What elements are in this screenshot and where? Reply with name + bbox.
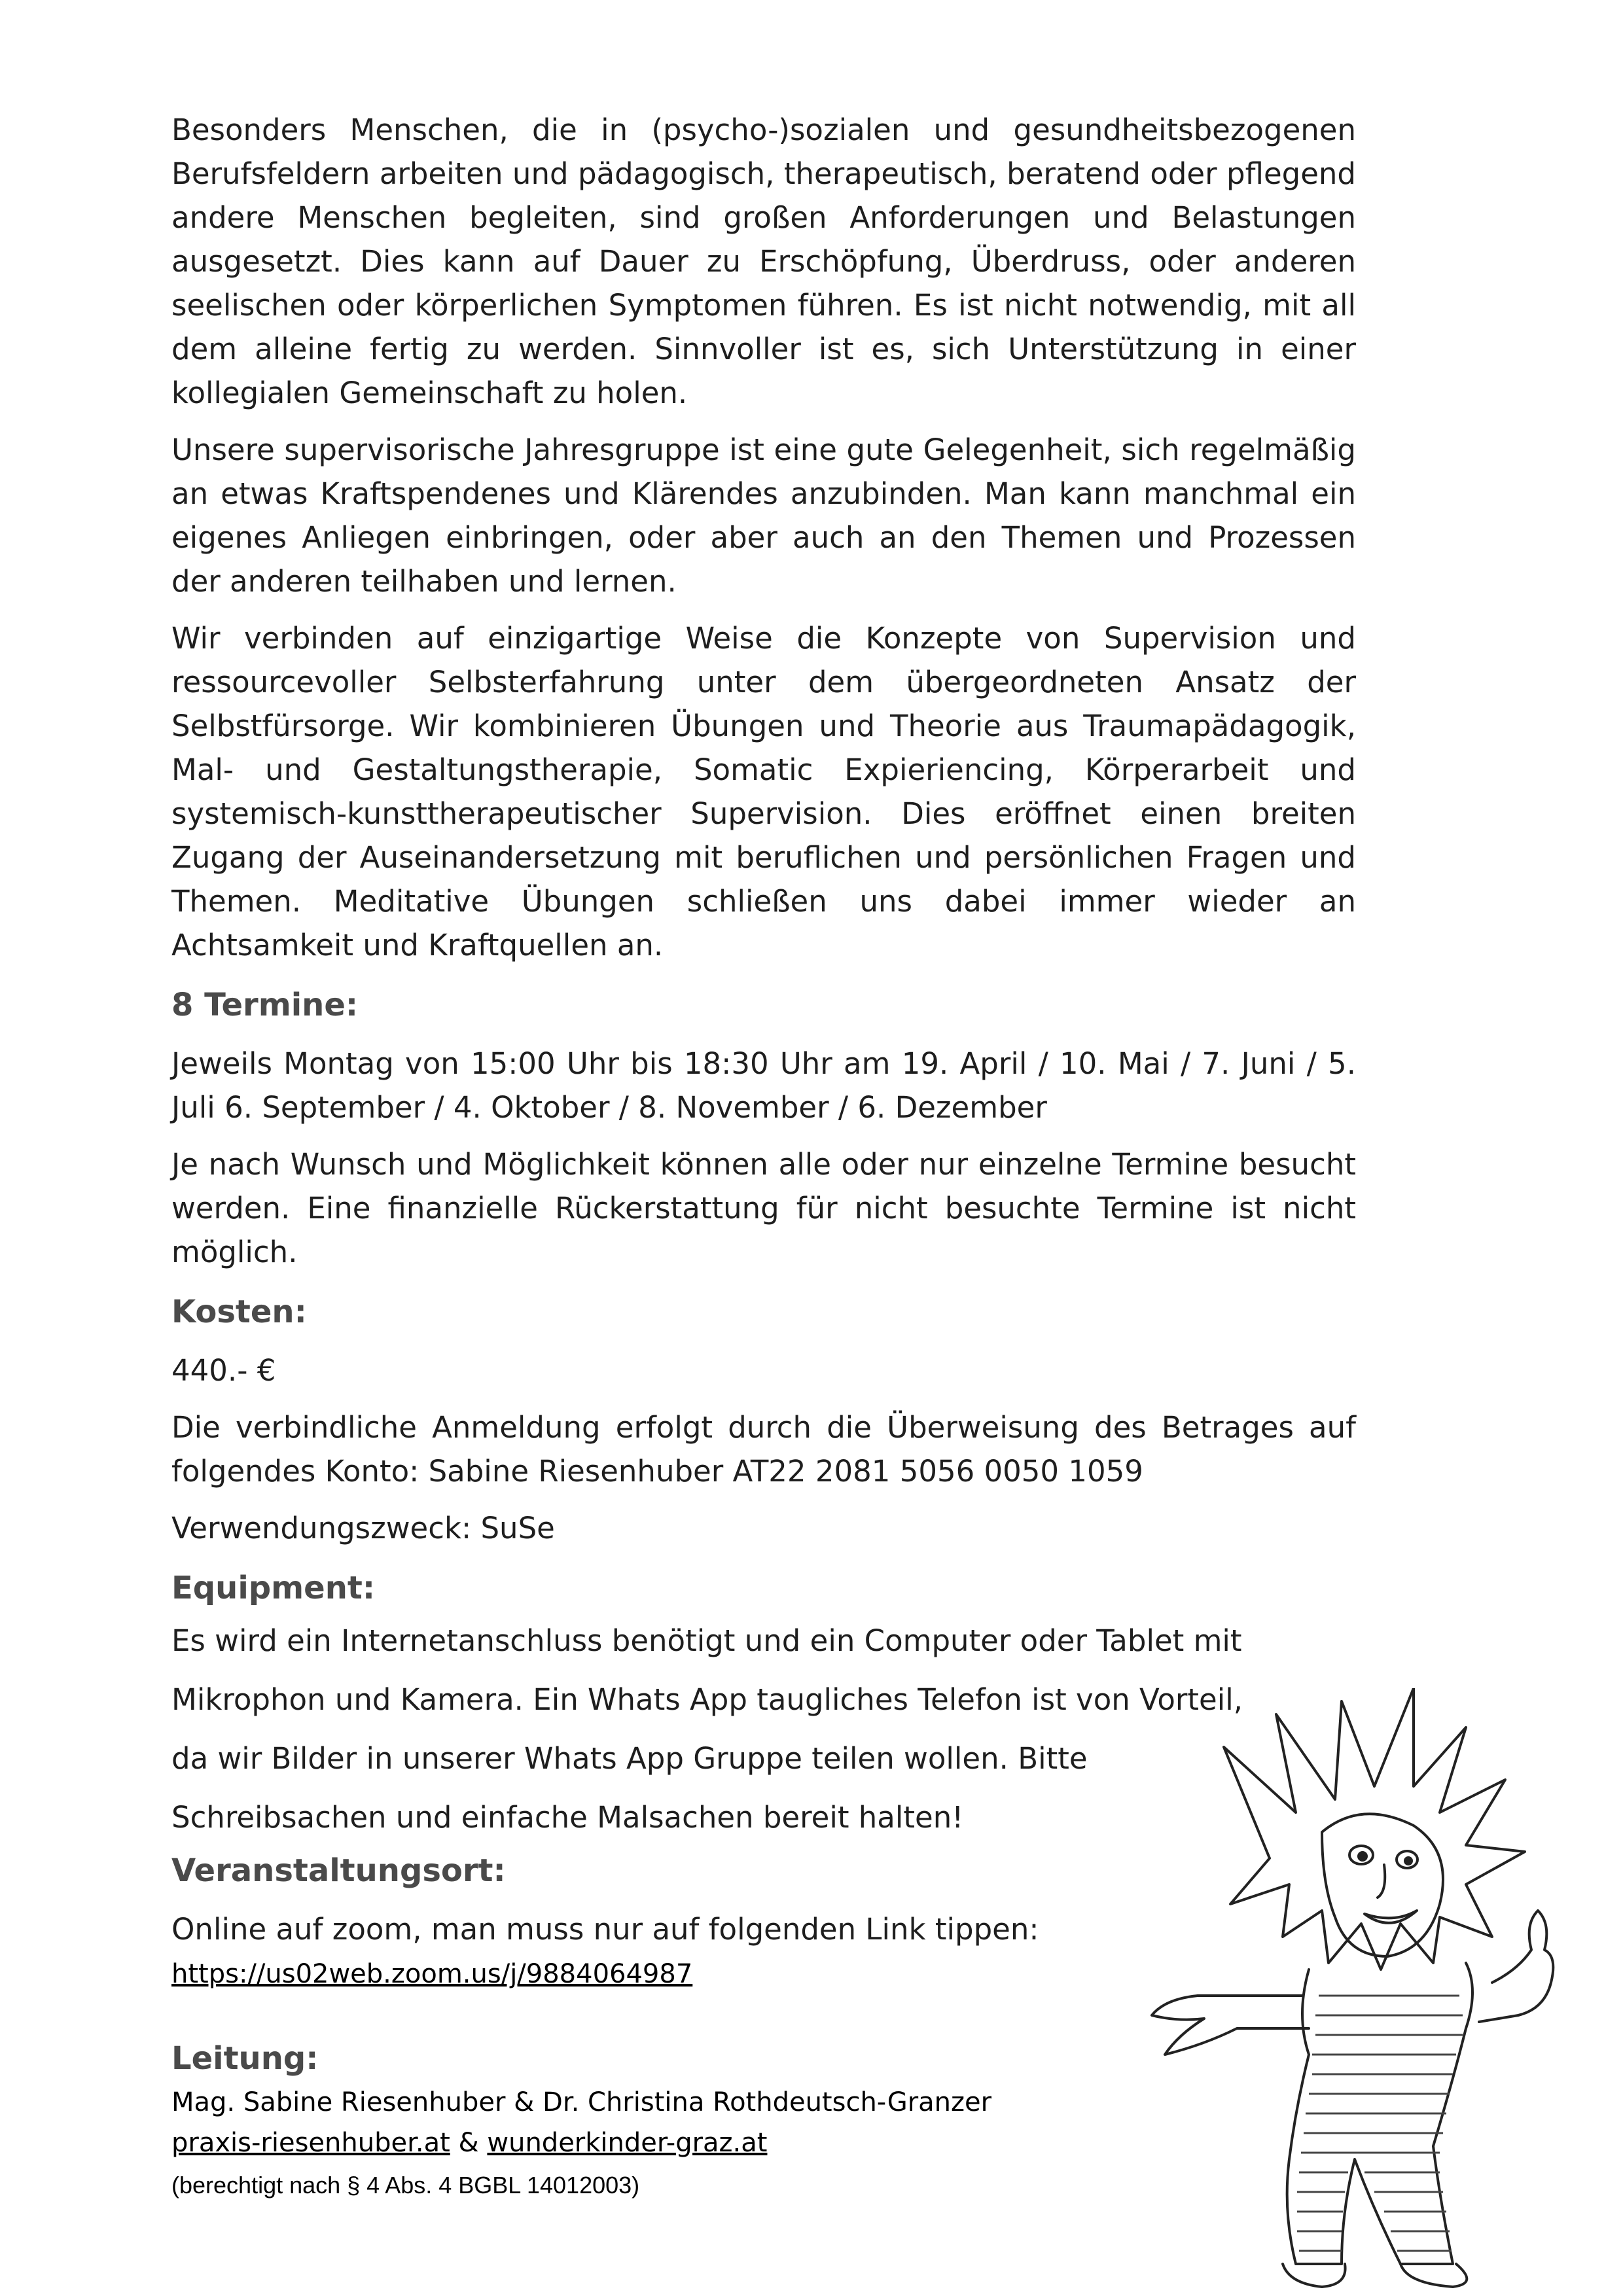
zoom-link[interactable]: https://us02web.zoom.us/j/9884064987: [171, 1959, 693, 1989]
leitung-names: Mag. Sabine Riesenhuber & Dr. Christina Rothdeutsch-Granzer: [171, 2087, 992, 2117]
kosten-verwendungszweck: Verwendungszweck: SuSe: [171, 1511, 555, 1545]
termine-heading: 8 Termine:: [171, 987, 359, 1023]
kosten-price: 440.- €: [171, 1353, 276, 1388]
equipment-line: Schreibsachen und einfache Malsachen bereit halten!: [171, 1800, 964, 1835]
leitung-heading: Leitung:: [171, 2040, 319, 2077]
ort-text: Online auf zoom, man muss nur auf folgenden Link tippen:: [171, 1912, 1039, 1947]
legal-note-a: (berechtigt: [171, 2172, 283, 2199]
wunderkinder-graz-link[interactable]: wunderkinder-graz.at: [487, 2128, 768, 2158]
termine-dates: Jeweils Montag von 15:00 Uhr bis 18:30 Uhr am 19. April / 10. Mai / 7. Juni / 5. Juli 6. September / 4. Oktober / 8. November / 6. Dezember: [171, 1046, 1356, 1125]
equipment-line: Es wird ein Internetanschluss benötigt und ein Computer oder Tablet mit: [171, 1623, 1242, 1658]
intro-paragraph-3: Wir verbinden auf einzigartige Weise die Konzepte von Supervision und ressourcevoller Selbsterfahrung unter dem übergeordneten Ansatz der Selbstfürsorge. Wir kombinieren Übungen und Theorie aus Traumapädagogik, Mal- und Gestaltungstherapie, Somatic Expieriencing, Körperarbeit und systemisch-kunsttherapeutischer Supervision. Dies eröffnet einen breiten Zugang der Auseinandersetzung mit beruflichen und persönlichen Fragen und Themen. Meditative Übungen schließen uns dabei immer wieder an Achtsamkeit und Kraftquellen an.: [171, 621, 1356, 963]
equipment-heading: Equipment:: [171, 1570, 376, 1606]
intro-paragraph-1: Besonders Menschen, die in (psycho-)sozialen und gesundheitsbezogenen Berufsfeldern arbeiten und pädagogisch, therapeutisch, beratend oder pflegend andere Menschen begleiten, sind großen Anforderungen und Belastungen ausgesetzt. Dies kann auf Dauer zu Erschöpfung, Überdruss, oder anderen seelischen oder körperlichen Symptomen führen. Es ist nicht notwendig, mit all dem alleine fertig zu werden. Sinnvoller ist es, sich Unterstützung in einer kollegialen Gemeinschaft zu holen.: [171, 113, 1356, 410]
praxis-riesenhuber-link[interactable]: praxis-riesenhuber.at: [171, 2128, 450, 2158]
legal-note-b: nach § 4 Abs. 4 BGBL 14012003): [283, 2172, 640, 2199]
kosten-heading: Kosten:: [171, 1294, 307, 1330]
equipment-line: Mikrophon und Kamera. Ein Whats App taugliches Telefon ist von Vorteil,: [171, 1682, 1243, 1717]
ampersand: &: [450, 2128, 488, 2158]
intro-paragraph-2: Unsere supervisorische Jahresgruppe ist eine gute Gelegenheit, sich regelmäßig an etwas Kraftspendenes und Klärendes anzubinden. Man kann manchmal ein eigenes Anliegen einbringen, oder aber auch an den Themen und Prozessen der anderen teilhaben und lernen.: [171, 433, 1356, 599]
equipment-line: da wir Bilder in unserer Whats App Gruppe teilen wollen. Bitte: [171, 1741, 1088, 1776]
kosten-anmeldung: Die verbindliche Anmeldung erfolgt durch die Überweisung des Betrages auf folgendes Konto: Sabine Riesenhuber AT22 2081 5056 0050 1059: [171, 1410, 1356, 1489]
termine-note: Je nach Wunsch und Möglichkeit können alle oder nur einzelne Termine besucht werden. Eine finanzielle Rückerstattung für nicht besuchte Termine ist nicht möglich.: [171, 1147, 1356, 1269]
ort-heading: Veranstaltungsort:: [171, 1852, 506, 1889]
cartoon-figure-illustration: [1126, 1688, 1558, 2290]
